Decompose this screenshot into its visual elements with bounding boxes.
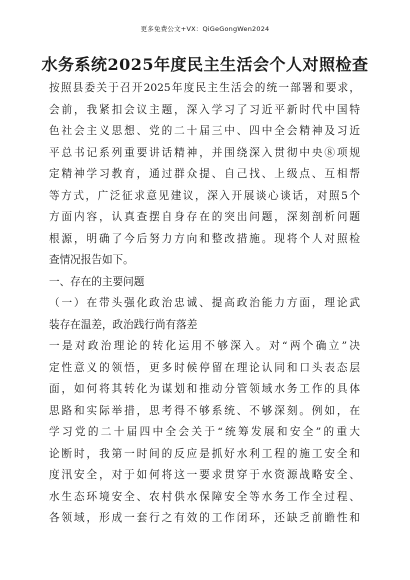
body-line: 查情况报告如下。 <box>49 254 134 266</box>
body-line: 定精神学习教育，通过群众提、自己找、上级点、互相帮 <box>49 168 360 180</box>
body-line: 平总书记系列重要讲话精神，并围绕深入贯彻中央⑧项规 <box>49 146 360 159</box>
body-line: 各领域，形成一套行之有效的工作闭环，还缺乏前瞻性和 <box>49 512 360 524</box>
body-line: 等方式，广泛征求意见建议，深入开展谈心谈话，对照5个 <box>49 189 360 202</box>
body-line: 色社会主义思想、党的二十届三中、四中全会精神及习近 <box>49 125 360 137</box>
body-line: 度汛安全，对于如何将这一要求贯穿于水资源战略安全、 <box>49 469 360 481</box>
document-body <box>49 78 360 530</box>
body-line: （一）在带头强化政治忠诚、提高政治能力方面，理论武 <box>49 297 360 309</box>
body-line: 会前，我紧扣会议主题，深入学习了习近平新时代中国特 <box>49 103 360 116</box>
body-line: 论断时，我第一时间的反应是抓好水利工程的施工安全和 <box>49 447 360 460</box>
body-line: 定性意义的领悟，更多时候停留在理论认同和口头表态层 <box>49 361 360 374</box>
body-line: 装存在温差，政治践行尚有落差 <box>49 318 198 331</box>
body-line: 学习党的二十届四中全会关于“统筹发展和安全”的重大 <box>49 426 360 438</box>
body-line: 思路和实际举措，思考得不够系统、不够深刻。例如，在 <box>49 404 360 417</box>
body-line: 一、存在的主要问题 <box>49 275 145 288</box>
body-line: 一是对政治理论的转化运用不够深入。对“两个确立”决 <box>49 340 360 352</box>
body-line: 方面内容，认真查摆自身存在的突出问题，深刻剖析问题 <box>49 211 360 223</box>
body-line: 面，如何将其转化为谋划和推动分管领域水务工作的具体 <box>49 383 360 395</box>
body-line: 按照县委关于召开2025年度民主生活会的统一部署和要求， <box>49 82 360 94</box>
body-line: 水生态环境安全、农村供水保障安全等水务工作全过程、 <box>49 490 360 503</box>
header-note: 更多免费公文+VX：QiGeGongWen2024 <box>140 25 270 33</box>
document-title: 水务系统2025年度民主生活会个人对照检查 <box>41 55 369 74</box>
body-line: 根源，明确了今后努力方向和整改措施。现将个人对照检 <box>49 232 360 245</box>
